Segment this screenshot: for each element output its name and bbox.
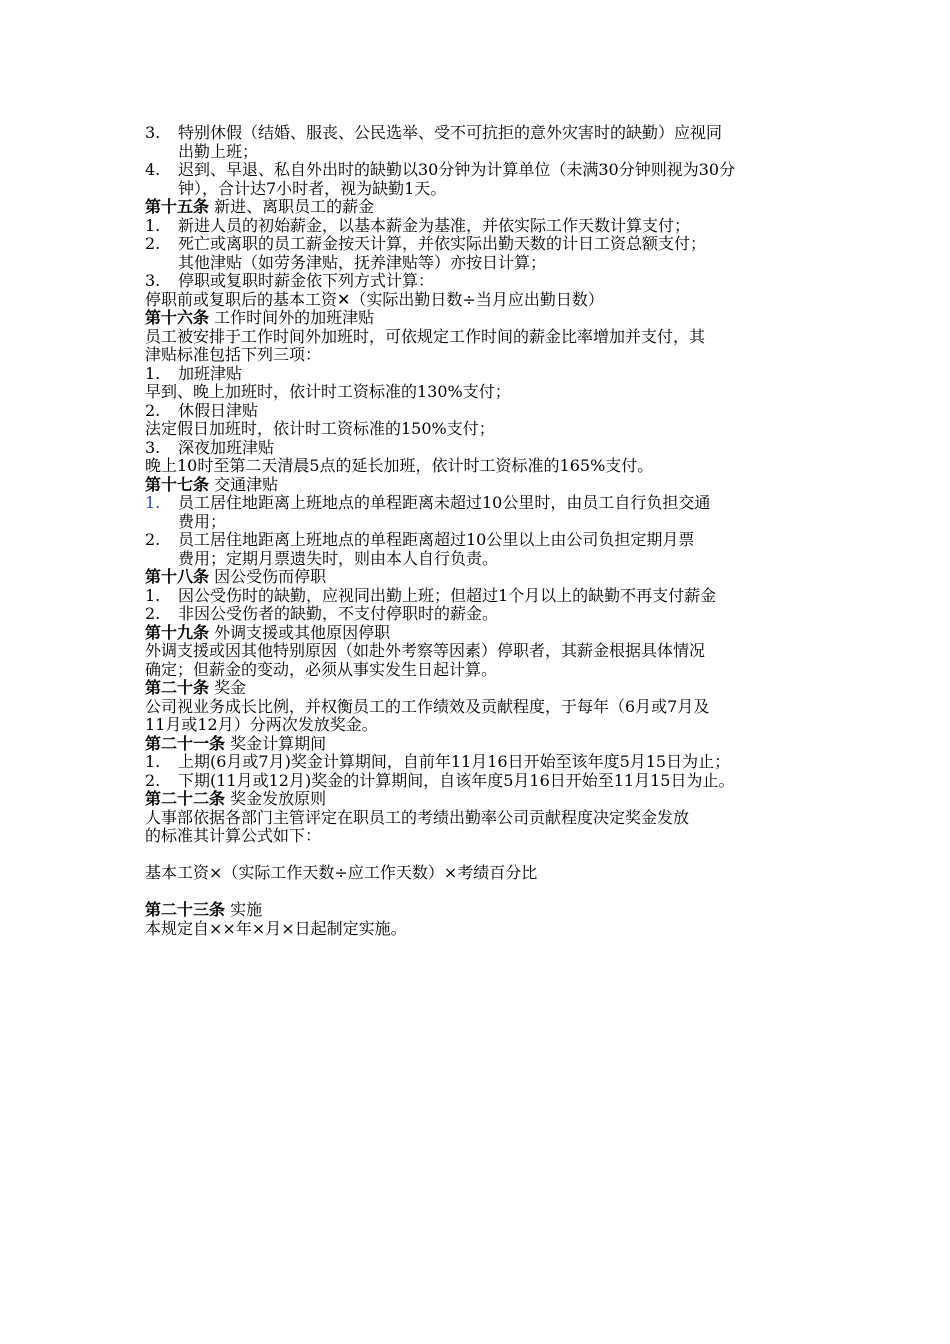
article-heading: [145, 679, 810, 698]
article-number: 第二十三条: [145, 900, 226, 919]
article-number: 第十五条: [145, 197, 210, 216]
article-number: 第十九条: [145, 622, 210, 642]
list-number: 1.: [145, 493, 161, 512]
article-number: 第十八条: [145, 567, 210, 586]
article-heading: [145, 624, 810, 643]
article-heading: [145, 198, 810, 217]
article-number: 第二十条: [145, 678, 210, 697]
article-heading: [145, 901, 810, 920]
article-title: 奖金发放原则: [225, 789, 327, 808]
list-item: [145, 161, 810, 180]
paragraph-line: 晚上10时至第二天清晨5点的延长加班，依计时工资标准的165%支付。: [145, 456, 654, 475]
list-number: 2.: [145, 604, 161, 623]
list-text: 加班津贴: [178, 363, 243, 383]
article-heading: [145, 790, 810, 809]
list-number: 2.: [145, 770, 161, 790]
list-item: [145, 753, 810, 772]
list-item: [145, 494, 810, 513]
list-item: [145, 235, 810, 254]
list-item-continuation: 出勤上班；: [178, 141, 259, 161]
article-heading: [145, 568, 810, 587]
paragraph-line: 确定；但薪金的变动，必须从事实发生日起计算。: [145, 659, 498, 679]
article-number: 第十六条: [145, 308, 210, 327]
list-text: 上期(6月或7月)奖金计算期间，自前年11月16日开始至该年度5月15日为止；: [178, 752, 731, 771]
list-text: 员工居住地距离上班地点的单程距离未超过10公里时，由员工自行负担交通: [178, 493, 711, 512]
list-text: 停职或复职时薪金依下列方式计算：: [178, 271, 435, 290]
list-number: 2.: [145, 234, 161, 253]
list-text: 深夜加班津贴: [178, 437, 275, 457]
paragraph-line: 早到、晚上加班时，依计时工资标准的130%支付；: [145, 382, 511, 401]
paragraph-line: 停职前或复职后的基本工资✕（实际出勤日数÷当月应出勤日数）: [145, 289, 604, 309]
list-text: 迟到、早退、私自外出时的缺勤以30分钟为计算单位（未满30分钟则视为30分: [178, 160, 736, 179]
list-item: [145, 217, 810, 236]
article-heading: [145, 476, 810, 495]
list-item-continuation: 费用；定期月票遗失时，则由本人自行负责。: [178, 548, 499, 568]
document-body: [145, 124, 810, 938]
list-item-continuation: 其他津贴（如劳务津贴，抚养津贴等）亦按日计算；: [178, 252, 547, 272]
list-number: 3.: [145, 123, 161, 142]
article-title: 奖金: [209, 678, 247, 697]
list-number: 1.: [145, 215, 161, 235]
article-title: 奖金计算期间: [225, 733, 327, 753]
list-number: 3.: [145, 271, 161, 290]
paragraph-line: 津贴标准包括下列三项：: [145, 345, 322, 364]
list-number: 2.: [145, 530, 161, 549]
list-text: 非因公受伤者的缺勤，不支付停职时的薪金。: [178, 604, 499, 623]
blank-line: [145, 846, 810, 865]
list-text: 下期(11月或12月)奖金的计算期间，自该年度5月16日开始至11月15日为止。: [178, 770, 735, 790]
paragraph-line: 人事部依据各部门主管评定在职员工的考绩出勤率公司贡献程度决定奖金发放: [145, 807, 690, 827]
article-heading: [145, 309, 810, 328]
list-item-continuation: 费用；: [178, 511, 227, 531]
article-number: 第二十二条: [145, 789, 226, 808]
list-item: [145, 365, 810, 384]
list-item: [145, 605, 810, 624]
paragraph-line: 外调支援或因其他特别原因（如赴外考察等因素）停职者，其薪金根据具体情况: [145, 641, 706, 660]
article-title: 交通津贴: [209, 474, 279, 494]
paragraph-line: 本规定自××年×月×日起制定实施。: [145, 918, 407, 938]
article-title: 因公受伤而停职: [209, 567, 327, 586]
list-item: [145, 439, 810, 458]
list-number: 1.: [145, 585, 161, 605]
list-item: [145, 402, 810, 421]
list-text: 休假日津贴: [178, 400, 259, 420]
paragraph-line: 公司视业务成长比例，并权衡员工的工作绩效及贡献程度，于每年（6月或7月及: [145, 696, 710, 716]
list-number: 2.: [145, 400, 161, 420]
list-number: 1.: [145, 752, 161, 771]
paragraph-line: 员工被安排于工作时间外加班时，可依规定工作时间的薪金比率增加并支付，其: [145, 326, 706, 346]
article-heading: [145, 735, 810, 754]
list-number: 4.: [145, 160, 161, 179]
article-title: 工作时间外的加班津贴: [209, 308, 375, 327]
list-text: 特别休假（结婚、服丧、公民选举、受不可抗拒的意外灾害时的缺勤）应视同: [178, 123, 723, 142]
article-title: 实施: [225, 900, 263, 919]
list-item-continuation: 钟），合计达7小时者，视为缺勤1天。: [178, 178, 447, 198]
list-text: 死亡或离职的员工薪金按天计算，并依实际出勤天数的计日工资总额支付；: [178, 234, 707, 253]
list-item: [145, 531, 810, 550]
list-text: 新进人员的初始薪金，以基本薪金为基准，并依实际工作天数计算支付；: [178, 215, 691, 235]
article-number: 第十七条: [145, 474, 210, 494]
paragraph-line: 法定假日加班时，依计时工资标准的150%支付；: [145, 419, 495, 438]
paragraph-line: 11月或12月）分两次发放奖金。: [145, 715, 378, 734]
article-title: 新进、离职员工的薪金: [209, 197, 375, 216]
list-item: [145, 587, 810, 606]
blank-line: [145, 883, 810, 902]
list-text: 员工居住地距离上班地点的单程距离超过10公里以上由公司负担定期月票: [178, 530, 695, 549]
paragraph-line: 基本工资×（实际工作天数÷应工作天数）×考绩百分比: [145, 863, 538, 882]
article-title: 外调支援或其他原因停职: [209, 622, 391, 642]
list-number: 3.: [145, 437, 161, 457]
list-item: [145, 272, 810, 291]
article-number: 第二十一条: [145, 733, 226, 753]
list-text: 因公受伤时的缺勤，应视同出勤上班；但超过1个月以上的缺勤不再支付薪金: [178, 585, 717, 605]
paragraph-line: 的标准其计算公式如下：: [145, 826, 322, 845]
list-number: 1.: [145, 363, 161, 383]
list-item: [145, 124, 810, 143]
list-item: [145, 772, 810, 791]
